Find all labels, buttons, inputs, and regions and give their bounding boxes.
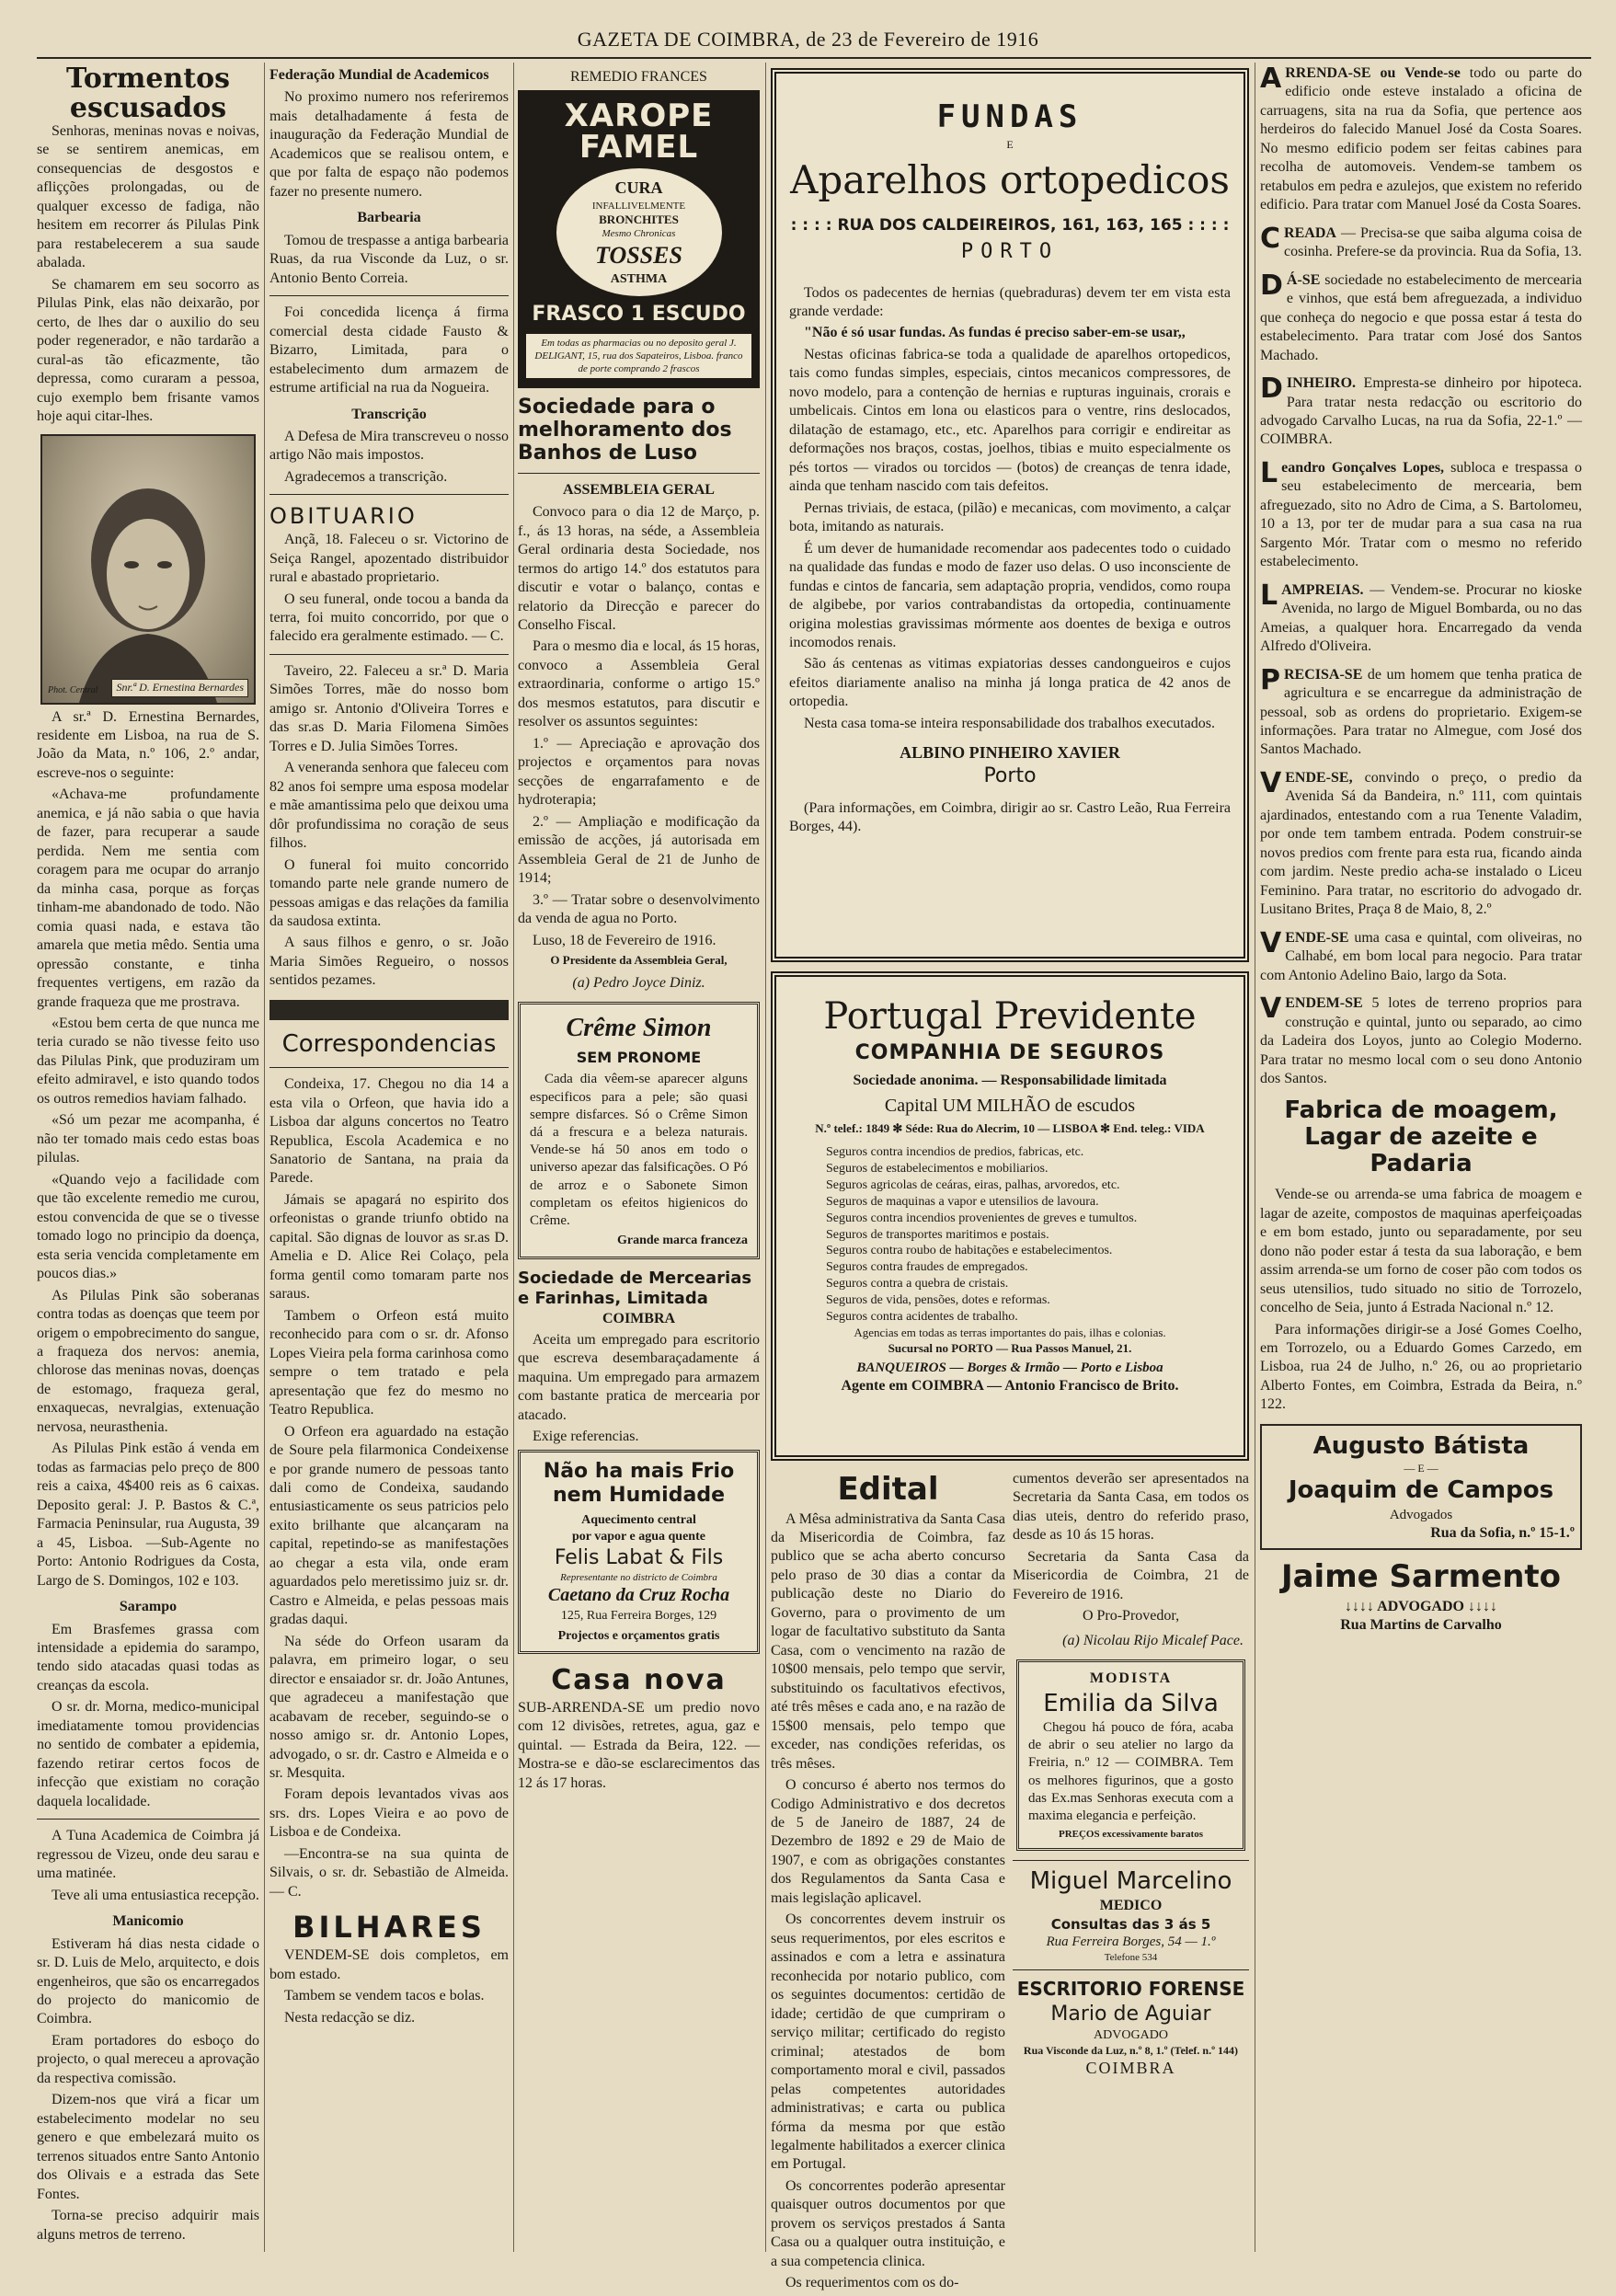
section-title: Federação Mundial de Academicos (269, 67, 489, 83)
ad-text: Nesta casa toma-se inteira responsabilidade dos trabalhos executados. (804, 715, 1215, 731)
paragraph: A Tuna Academica de Coimbra já regressou de Vizeu, onde deu sarau e uma matinée. (37, 1828, 259, 1882)
signature: (a) Pedro Joyce Diniz. (572, 974, 705, 991)
list-item: Seguros de estabelecimentos e mobiliarios. (826, 1161, 1049, 1176)
paragraph: Torna-se preciso adquirir mais alguns metros de terreno. (37, 2208, 259, 2243)
list-item: Seguros contra acidentes de trabalho. (826, 1310, 1018, 1325)
classified-ad (1260, 994, 1582, 1088)
ad-text: Nestas oficinas fabrica-se toda a qualidade de aparelhos ortopedicos, tais como fundas simples, especiais, cintos mecanicos compressores, de novo modelo, para a contenção de hernias e rupturas inguinais, crorais e umbelicais. Cintos em lona ou elasticos para o ventre, rins deslocados, dilatação de estamago, etc., etc. Aparelhos para corrigir e endireitar as deformações nos braços, costas, joelhos, tibias e muito especialmente os pés tortos — virados ou torcidos — (botos) de creanças de tenra idade, ainda que tenham nascido com tais defeitos. (789, 346, 1231, 495)
column-rule (264, 63, 265, 2252)
ad-address: : : : : RUA DOS CALDEIREIROS, 161, 163, 165 : : : : (790, 215, 1230, 235)
escritorio-ad (1013, 1978, 1249, 2079)
section-title: ASSEMBLEIA GERAL (563, 481, 715, 498)
ad-name: Caetano da Cruz Rocha (547, 1585, 730, 1606)
ad-text: Aceita um empregado para escritorio que escreva desembaraçadamente á maquina. Um empregado para armazem com bastante pratica de mercearia por atacado. (518, 1331, 760, 1423)
ad-address: 125, Rua Ferreira Borges, 129 (560, 1608, 717, 1623)
ad-name: Augusto Bátista (1312, 1431, 1530, 1460)
paragraph: 1.º — Apreciação e aprovação dos projectos e orçamentos para novas secções de engarrafamento e de hydroterapia; (518, 735, 760, 809)
ad-name: Joaquim de Campos (1288, 1476, 1554, 1505)
ad-text: 5 lotes de terreno proprios para construção e quintal, junto ou separado, ao cimo da Ladeira dos Loyos, junto ao Colegio Moderno. Para tratar no mesmo local com o seu dono Antonio dos Santos. (1260, 995, 1583, 1086)
ad-head: RECISA-SE (1284, 666, 1363, 683)
classified-ad (1260, 224, 1582, 262)
ad-role: ADVOGADO (1094, 2028, 1168, 2043)
ad-head: INHEIRO. (1286, 375, 1357, 392)
ad-text: CURA (614, 178, 663, 198)
paragraph: A Defesa de Mira transcreveu o nosso artigo Não mais impostos. (269, 428, 509, 464)
section-title: Barbearia (357, 210, 421, 226)
section-title: Manicomio (112, 1913, 184, 1930)
ad-head: ENDE-SE, (1285, 769, 1353, 786)
ad-role: Advogados (1389, 1507, 1453, 1522)
ad-text: TOSSES (595, 242, 682, 270)
paragraph: Taveiro, 22. Faleceu a sr.ª D. Maria Simões Torres, mãe do nosso bom amigo sr. Antonio d'Oliveira Torres e das sr.as D. Maria Filomena Simões Torres e D. Julia Simões Torres. (269, 662, 509, 754)
ad-text: BRONCHITES (599, 212, 679, 226)
ad-footer: Grande marca franceza (616, 1234, 748, 1248)
ad-text: de um homem que tenha pratica de agricultura e se encarregue da administração de pessoal, sob as ordens do proprietario. Exigem-se informações. Para tratar no Almegue, com José dos Santos Machado. (1260, 666, 1582, 758)
divider (518, 473, 760, 474)
ad-text: "Não é só usar fundas. As fundas é preciso saber-em-se usar,, (804, 325, 1186, 341)
ad-role: ↓↓↓↓ ADVOGADO ↓↓↓↓ (1345, 1598, 1497, 1614)
list-item: Seguros contra fraudes de empregados. (826, 1260, 1028, 1275)
ad-circle (556, 168, 722, 296)
ad-text: FRASCO 1 ESCUDO (532, 303, 746, 327)
list-item: Seguros contra a quebra de cristais. (826, 1277, 1009, 1292)
paragraph: Os requerimentos com os do- (785, 2275, 959, 2291)
paragraph: «Quando vejo a facilidade com que tão excelente remedio me curou, estou convencida de que se o tivesse tomado logo no principio da doença, esta seria vencida completamente em poucos dias.» (37, 1171, 259, 1282)
ad-title: Sociedade de Mercearias e Farinhas, Limitada (518, 1268, 752, 1308)
column-2 (269, 64, 509, 2254)
section-title: Transcrição (351, 406, 427, 422)
ad-address: Rua da Sofia, n.º 15-1.º (1430, 1524, 1575, 1541)
ad-subtitle: Aparelhos ortopedicos (790, 156, 1230, 202)
ad-text: (Para informações, em Coimbra, dirigir ao sr. Castro Leão, Rua Ferreira Borges, 44). (789, 799, 1231, 834)
paragraph: Os concorrentes poderão apresentar quaisquer outros documentos por que provem os serviços prestados á Santa Casa ou a qualquer outra instituição, e a sua competencia clinica. (771, 2177, 1005, 2269)
paragraph: As Pilulas Pink estão á venda em todas as farmacias pelo preço de 800 reis a caixa, 4$400 reis as 6 caixas. Deposito geral: J. P. Bastos & C.ª, Farmacia Peninsular, rua Augusta, 39 a 45, Lisboa. —Sub-Agente no Porto: Antonio Rodrigues da Costa, Largo de S. Domingos, 102 e 103. (37, 1441, 259, 1589)
masthead-rule (37, 57, 1591, 59)
ad-title: Fabrica de moagem, Lagar de azeite e Padaria (1284, 1096, 1558, 1177)
ad-title: Não ha mais Frio nem Humidade (543, 1460, 735, 1507)
ad-title: Crême Simon (566, 1014, 712, 1043)
column-5 (1260, 64, 1582, 2254)
column-rule (765, 63, 766, 2252)
ad-text: E (1006, 137, 1014, 151)
ad-head: READA (1284, 224, 1336, 241)
list-item: Seguros contra incendios de predios, fabricas, etc. (826, 1145, 1084, 1160)
classified-ad (1260, 374, 1582, 450)
paragraph: Eram portadores do esboço do projecto, o qual mereceu a aprovação da respectiva comissão. (37, 2032, 259, 2086)
paragraph: Vende-se ou arrenda-se uma fabrica de moagem e lagar de azeite, compostos de maquinas aperfeiçoadas e em bom estado, junto ou separadamente, por seu dono não poder estar á testa da sua laboração, e bem assim arrenda-se um forno de coser pão com todos os seus utensilios, tudo situado no sitio de Torrozelo, concelho de Seia, junto á Estrada Nacional n.º 12. (1260, 1187, 1582, 1316)
ad-subtitle: COMPANHIA DE SEGUROS (854, 1041, 1165, 1065)
column-3 (518, 64, 760, 2254)
paragraph: Condeixa, 17. Chegou no dia 14 a esta vila o Orfeon, que havia ido a Lisboa dar alguns concertos no Teatro Republica, Escola Academica e no Sanatorio de Santana, na praia da Parede. (269, 1076, 509, 1187)
signature: (a) Nicolau Rijo Micalef Pace. (1062, 1632, 1244, 1648)
dropcap: D (1260, 269, 1283, 302)
ad-header: REMEDIO FRANCES (570, 69, 707, 85)
list-item: Seguros de vida, pensões, dotes e reformas. (826, 1293, 1050, 1308)
ad-header: MODISTA (1089, 1670, 1173, 1687)
ad-name: Miguel Marcelino (1029, 1867, 1232, 1896)
paragraph: Estiveram há dias nesta cidade o sr. D. Luis de Melo, arquitecto, e dois engenheiros, que são os encarregados do projecto do manicomio de Coimbra. (37, 1935, 259, 2027)
list-item: Seguros de transportes maritimos e postais. (826, 1227, 1049, 1242)
notice-title: Edital (837, 1471, 939, 1508)
ad-title: FUNDAS (936, 98, 1083, 135)
ad-text: É um dever de humanidade recomendar aos padecentes todo o cuidado na qualidade das fundas e modo de fazer uso delas. O uso inconsciente de fundas e cintos de fancaria, sem adaptação propria, vendidos, como roupa de algibebe, por varios contrabandistas da ortopedia, continuamente origina molestias gravissimas mórmente aos doentes de bexiga e outros incomodos renais. (789, 540, 1231, 650)
paragraph: Senhoras, meninas novas e noivas, se se sentirem anemicas, em consequencias de desgostos e afliçções prolongadas, ou de qualquer excesso de fadiga, não hesitem em recorrer ás Pilulas Pink para restabelecerem a sua saude abalada. (37, 123, 259, 271)
ad-text: sociedade no estabelecimento de mercearia e vinhos, que está bem afreguezada, a individuo que conheça do negocio e que possa estar á testa do estabelecimento. Para tratar com José dos Santos Machado. (1260, 271, 1583, 363)
advogados-ad (1260, 1424, 1582, 1551)
ad-head: eandro Gonçalves Lopes, (1281, 459, 1445, 476)
paragraph: Ançã, 18. Faleceu o sr. Victorino de Seiça Rangel, apozentado distribuidor rural e abastado proprietario. (269, 532, 509, 586)
medico-ad (1013, 1860, 1249, 1970)
portrait-caption: Snr.ª D. Ernestina Bernardes (111, 679, 248, 696)
ad-text: subloca e trespassa o seu estabelecimento de mercearia, bem afreguezado, sito no Adro de Cima, a S. Bartolomeu, 10 a 13, por ter de mudar para a sua casa na rua Sargento Mór. Tratar com o mesmo no referido estabelecimento. (1260, 459, 1583, 570)
edital-and-ads (771, 1470, 1249, 2291)
ad-text: Capital UM MILHÃO de escudos (884, 1095, 1136, 1116)
section-title: Sarampo (119, 1599, 178, 1615)
paragraph: Tambem se vendem tacos e bolas. (284, 1988, 485, 2004)
dropcap: L (1260, 456, 1278, 489)
paragraph: Na séde do Orfeon usaram da palavra, em primeiro logar, o seu director e ensaiador sr. dr. João Antunes, que agradeceu a manifestação que acabavam de receber, seguindo-se o nosso amigo sr. dr. Antonio Lopes, advogado, o sr. dr. Castro e Almeida e o sr. Mesquita. (269, 1633, 509, 1782)
classified-ad (1260, 271, 1582, 365)
ad-text: convindo o preço, o predio da Avenida Sá da Bandeira, n.º 111, com quintais ajardinados, entestando com a rua Tenente Valadim, por onde tem tambem entrada. Podem construir-se novos predios com frente para esta rua, ficando ainda com jardim. Neste predio acha-se instalado o Liceu Feminino. Para tratar, no escritorio do advogado dr. Lusitano Brites, Praça 8 de Maio, 8, 2.º (1260, 769, 1582, 918)
ad-text: ASTHMA (610, 271, 668, 286)
section-title: Correspondencias (281, 1029, 497, 1058)
divider (37, 1819, 259, 1820)
column-4 (771, 64, 1249, 2291)
ad-text: Aquecimento central (581, 1513, 696, 1528)
paragraph: A saus filhos e genro, o sr. João Maria Simões Regueiro, o nossos sentidos pezames. (269, 935, 509, 989)
dropcap: L (1260, 579, 1278, 612)
xarope-famel-ad (518, 90, 760, 387)
paragraph: No proximo numero nos referiremos mais detalhadamente á festa de inauguração da Federação Mundial de Academicos que se realisou ontem, e que por falta de espaço não podemos fazer no presente numero. (269, 89, 509, 200)
paragraph: O seu funeral, onde tocou a banda da terra, foi muito concorrido, por que o falecido era geralmente estimado. — C. (269, 591, 509, 645)
classified-ad (1260, 456, 1583, 572)
paragraph: O funeral foi muito concorrido tomando parte nele grande numero de pessoas amigas e das relações da familia da saudosa extinta. (269, 856, 509, 929)
classified-ad (1260, 663, 1582, 760)
paragraph: Luso, 18 de Fevereiro de 1916. (533, 932, 716, 948)
ad-text: N.º telef.: 1849 ✻ Séde: Rua do Alecrim, 10 — LISBOA ✻ End. teleg.: VIDA (815, 1121, 1205, 1136)
creme-simon-ad (518, 1002, 760, 1259)
ad-text: Representante no districto de Coimbra (560, 1572, 717, 1583)
ad-text: Agente em COIMBRA — Antonio Francisco de Brito. (841, 1378, 1179, 1395)
paragraph: Para informações dirigir-se a José Gomes Coelho, em Torrozelo, ou a Eduardo Gomes Carzedo, em Lisboa, rua 24 de Julho, n.º 26, ou ao proprietario Alberto Fontes, em Coimbra, Estrada da Beira, n.º 122. (1260, 1321, 1582, 1413)
classified-ad (1260, 581, 1582, 657)
ad-text: São ás centenas as vitimas expiatorias desses candongueiros e cujos efeitos diariamente analiso na minha já longa pratica de 42 anos de ortopedia. (789, 656, 1231, 710)
ad-name: ALBINO PINHEIRO XAVIER (900, 743, 1120, 763)
paragraph: Se chamarem em seu socorro as Pilulas Pink, elas não deixarão, por certo, de lhes dar o auxilio do seu poder regenerador, e não tardarão a cural-as tão eficazmente, tão depressa, como curaram a pessoa, cujo exemplo bem frisante vamos hoje aqui citar-lhes. (37, 276, 259, 425)
ad-title: BILHARES (292, 1910, 486, 1946)
classified-ad (1260, 766, 1582, 920)
ad-text: Exige referencias. (533, 1428, 639, 1444)
ad-head: RRENDA-SE ou Vende-se (1285, 65, 1461, 81)
ad-text: por vapor e agua quente (572, 1529, 705, 1544)
paragraph: A sr.ª D. Ernestina Bernardes, residente em Lisboa, na rua de S. João da Mata, n.º 106, 2.º andar, escreve-nos o seguinte: (37, 708, 259, 781)
ad-role: MEDICO (1099, 1898, 1163, 1914)
portrait-photo (40, 434, 256, 705)
ad-text: todo ou parte do edificio onde esteve instalado a oficina de carruagens, sita na rua da Sofia, que pertence aos herdeiros do falecido Manuel José da Costa Soares. No mesmo edificio podem ser feitas cabines para recolha de automoveis. Vendem-se tambem os retabulos em pedra e azulejos, que existem no referido edificio. Para tratar com Manuel José da Costa Soares. (1260, 65, 1583, 213)
ad-city: Porto (983, 764, 1037, 788)
edital-right (1013, 1470, 1249, 2079)
list-item: Seguros contra roubo de habitações e estabelecimentos. (826, 1244, 1113, 1258)
ad-text: SUB-ARRENDA-SE um predio novo com 12 divisões, retretes, agua, gaz e quintal. — Estrada da Beira, 122. — Mostra-se e dão-se esclarecimentos das 12 ás 17 horas. (518, 1699, 760, 1791)
ad-address: Rua Visconde da Luz, n.º 8, 1.º (Telef. n.º 144) (1023, 2044, 1239, 2057)
paragraph: —Encontra-se na sua quinta de Silvais, o sr. dr. Sebastião de Almeida. — C. (269, 1845, 509, 1900)
ad-text: Cada dia vêem-se aparecer alguns especificos para a pele; são quasi sempre disfarces. Só o Crême Simon dá a frescura e a beleza naturais. Vende-se há 50 anos em todo o universo apezar das falsificações. O Pó de arroz e o Sabonete Simon completam os efeitos higienicos do Crême. (530, 1072, 748, 1228)
jaime-sarmento-ad (1260, 1557, 1582, 1635)
ad-head: Á-SE (1286, 271, 1321, 288)
paragraph: cumentos deverão ser apresentados na Secretaria da Santa Casa, em todos os dias uteis, dentro do referido praso, desde as 10 ás 15 horas. (1013, 1471, 1249, 1544)
paragraph: Foram depois levantados vivas aos srs. drs. Lopes Vieira e ao povo de Lisboa e de Condeixa. (269, 1786, 509, 1841)
ad-text: Mesmo Chronicas (602, 228, 676, 240)
ad-text: — E — (1404, 1462, 1438, 1475)
paragraph: «Só um pezar me acompanha, é não ter tomado mais cedo estas boas pilulas. (37, 1112, 259, 1166)
paragraph: Convoco para o dia 12 de Março, p. f., ás 13 horas, na séde, a Assembleia Geral ordinaria desta Sociedade, nos termos do artigo 14.º dos estatutos para discutir e votar o balanço, contas e relatorio da Direcção e parecer do Conselho Fiscal. (518, 504, 760, 634)
ad-text: Pernas triviais, de estaca, (pilão) e mecanicas, com movimento, a calçar bota, imitando as naturais. (789, 499, 1231, 535)
ad-head: ENDE-SE (1285, 929, 1349, 946)
paragraph: Jámais se apagará no espirito dos orfeonistas o grande triunfo obtido na capital. São dignas de louvor as sr.as D. Amelia e D. Alice Rei Colaço, pela forma gentil como tomaram parte nos saraus. (269, 1191, 509, 1303)
paragraph: Para o mesmo dia e local, ás 15 horas, convoco a Assembleia Geral extraordinaria, conforme o artigo 15.º dos mesmos estatutos, para discutir e resolver os assuntos seguintes: (518, 638, 760, 730)
masthead: GAZETA DE COIMBRA, de 23 de Fevereiro de 1916 (577, 28, 1039, 51)
ad-name: Mario de Aguiar (1050, 2002, 1211, 2026)
classified-ad (1260, 64, 1582, 215)
ad-subtitle: SEM PRONOME (576, 1048, 702, 1066)
ad-text: Sucursal no PORTO — Rua Passos Manuel, 21. (888, 1340, 1132, 1355)
paragraph: O sr. dr. Morna, medico-municipal imediatamente tomou providencias no sentido de combater a epidemia, fazendo retirar certos focos de infecção que existiam no coração daquela localidade. (37, 1699, 259, 1809)
dropcap: V (1260, 766, 1282, 799)
ad-title: ESCRITORIO FORENSE (1016, 1978, 1245, 2001)
ad-text: — Precisa-se que saiba alguma coisa de cosinha. Prefere-se da provincia. Rua da Sofia, 13. (1284, 224, 1583, 260)
ad-text: BANQUEIROS — Borges & Irmão — Porto e Lisboa (856, 1360, 1163, 1376)
dropcap: C (1260, 222, 1281, 255)
paragraph: O concurso é aberto nos termos do Codigo Administrativo e dos decretos de 5 de Janeiro de 1887, 24 de Dezembro de 1892 e 29 de Maio de 1907, e com as obrigações constantes dos Regulamentos da Santa Casa e mais legislação aplicavel. (771, 1777, 1005, 1906)
divider (269, 1067, 509, 1068)
paragraph: Em Brasfemes grassa com intensidade a epidemia do sarampo, tendo sido atacadas quasi todas as creanças da escola. (37, 1621, 259, 1693)
classified-ad (1260, 926, 1583, 985)
ad-brand: Felis Labat & Fils (554, 1545, 724, 1569)
ad-footer: PREÇOS excessivamente baratos (1058, 1829, 1204, 1841)
section-title: OBITUARIO (269, 503, 418, 530)
ad-title: Portugal Previdente (823, 995, 1197, 1038)
paragraph: Nesta redacção se diz. (284, 2009, 416, 2026)
aquecimento-ad (518, 1450, 760, 1654)
ad-phone: Telefone 534 (1104, 1952, 1158, 1964)
paragraph: A Mêsa administrativa da Santa Casa da Misericordia de Coimbra, faz publico que se acha aberto concurso pelo praso de 30 dias a contar da publicação deste no Diario do Governo, para o provimento de um logar de facultativo substituto da Santa Casa, com o vencimento na razão de 10$00 mensais, pelo tempo que servir, substituindo os facultativos efectivos, até três mêses e cada ano, e na razão de 15$00 mensais, pelo tempo que exceder, nas condições referidas, os três mêses. (771, 1510, 1005, 1772)
divider (269, 295, 509, 296)
ad-address: Rua Martins de Carvalho (1340, 1617, 1502, 1634)
edital-left (771, 1470, 1005, 2296)
paragraph: O Orfeon era aguardado na estação de Soure pela filarmonica Condeixense e por grande numero de pessoas tanto dali como de Condeixa, saudando entusiasticamente os seus patricios pelo exito brilhante que alcançaram na capital, repetindo-se as manifestações ao chegar a esta vila, onde eram aguardados pelo meretissimo juiz sr. dr. Castro e Almeida, e pelas pessoas mais gradas daqui. (269, 1423, 509, 1628)
ad-name: Emilia da Silva (1043, 1689, 1219, 1717)
ad-text: uma casa e quintal, com oliveiras, no Calhabé, em bom local para negocio. Para tratar com Antonio Adelino Baio, largo da Sota. (1260, 929, 1583, 983)
paragraph: 3.º — Tratar sobre o desenvolvimento da venda de agua no Porto. (518, 891, 760, 927)
paragraph: 2.º — Ampliação e modificação da emissão de acções, já autorisada em Assembleia Geral de 21 de Junho de 1914; (518, 813, 760, 887)
ad-name: Jaime Sarmento (1280, 1558, 1562, 1596)
paragraph: A veneranda senhora que faleceu com 82 anos foi sempre uma esposa modelar e mãe amantissima pelo que deixou uma dôr profundissima no coração de seus filhos. (269, 760, 509, 852)
list-item: Seguros agricolas de ceáras, eiras, palhas, arvoredos, etc. (826, 1177, 1120, 1192)
modista-ad (1016, 1659, 1245, 1851)
ad-head: AMPREIAS. (1281, 581, 1364, 598)
ad-hours: Consultas das 3 ás 5 (1050, 1915, 1211, 1933)
ad-text: Sociedade anonima. — Responsabilidade limitada (853, 1073, 1167, 1089)
paragraph: «Estou bem certa de que nunca me teria curado se não tivesse feito uso das Pilulas Pink, que produziram um efeito admiravel, e isto quando todos os outros remedios haviam falhado. (37, 1016, 259, 1107)
ad-head: ENDEM-SE (1285, 995, 1363, 1012)
dropcap: D (1260, 373, 1283, 406)
paragraph: Secretaria da Santa Casa da Misericordia de Coimbra, 21 de Fevereiro de 1916. (1013, 1548, 1249, 1602)
paragraph: Tomou de trespasse a antiga barbearia Ruas, da rua Visconde da Luz, o sr. Antonio Bento Correia. (269, 232, 509, 286)
ad-footer: Projectos e orçamentos gratis (557, 1628, 720, 1643)
ad-city: COIMBRA (602, 1311, 676, 1327)
ad-city: PORTO (960, 240, 1060, 264)
insurance-list (789, 1144, 1231, 1326)
column-1 (37, 64, 259, 2254)
signature-role: O Presidente da Assembleia Geral, (550, 952, 728, 967)
ad-address: Rua Ferreira Borges, 54 — 1.º (1046, 1934, 1216, 1950)
paragraph: Teve ali uma entusiastica recepção. (52, 1887, 259, 1903)
dropcap: V (1260, 926, 1282, 959)
dropcap: P (1260, 663, 1280, 696)
ad-text: Chegou há pouco de fóra, acaba de abrir o seu atelier no largo da Freiria, n.º 12 — COIMBRA. Tem os melhores figurinos, que a gosto das Ex.mas Senhoras executa com a maxima elegancia e perfeição. (1028, 1719, 1233, 1823)
photo-credit: Phot. Central (48, 684, 98, 695)
ad-city: COIMBRA (1085, 2059, 1176, 2078)
paragraph: Foi concedida licença á firma comercial desta cidade Fausto & Bizarro, Limitada, para o estabelecimento dum armazem de estrume artificial na rua da Nogueira. (269, 304, 509, 396)
divider (269, 654, 509, 655)
dropcap: V (1260, 993, 1282, 1026)
ad-text: Agencias em todas as terras importantes do pais, ilhas e colonias. (854, 1326, 1166, 1339)
ad-text: Empresta-se dinheiro por hipoteca. Para tratar nesta redacção ou escritorio do advogado Carvalho Lucas, na rua da Sofia, 22-1.º — COIMBRA. (1260, 375, 1583, 448)
paragraph: VENDEM-SE dois completos, em bom estado. (269, 1947, 509, 1982)
notice-title: Sociedade para o melhoramento dos Banhos de Luso (518, 395, 732, 465)
signature-role: O Pro-Provedor, (1082, 1608, 1180, 1624)
ad-footer: Em todas as pharmacias ou no deposito geral J. DELIGANT, 15, rua dos Sapateiros, Lisboa. franco de porte comprando 2 frascos (526, 334, 751, 378)
paragraph: Agradecemos a transcrição. (284, 468, 448, 485)
ad-text: Todos os padecentes de hernias (quebraduras) devem ter em vista esta grande verdade: (789, 284, 1231, 319)
list-item: Seguros de maquinas a vapor e utensilios de lavoura. (826, 1194, 1099, 1209)
paragraph: «Achava-me profundamente anemica, e já não sabia o que havia de fazer, para recuperar a saude perdida. Nem me sentia com coragem para me ocupar do arranjo da minha casa, porque as forças tinham-me abandonado de todo. Não comia quasi nada, e estava tão amarela que metia mêdo. Sentia uma opressão constante, e tinha frequentes vertigens, em razão da grande fraqueza que me prostrava. (37, 786, 259, 1010)
ad-text: INFALLIVELMENTE (591, 200, 686, 212)
ad-title: Casa nova (551, 1664, 727, 1697)
fundas-ad (771, 68, 1249, 962)
paragraph: Os concorrentes devem instruir os seus requerimentos, por eles escritos e assinados e com a letra e assinatura reconhecida por notario publico, com os seguintes documentos: certidão de idade; certidão de que cumpriram o serviço militar; certificado do registo criminal; atestados de bom comportamento moral e civil, passados pelas competentes autoridades administrativas; e carta ou publica fórma da mesma por que estão legalmente habilitados a exercer clinica em Portugal. (771, 1911, 1005, 2173)
paragraph: As Pilulas Pink são soberanas contra todas as doenças que teem por origem o empobrecimento do sangue, a fraqueza dos nervos: anemia, chlorose das meninas novas, doenças de estomago, fraqueza geral, enxaquecas, nevralgias, extenuação nervosa, neurasthenia. (37, 1287, 259, 1435)
ad-title: XAROPE FAMEL (564, 98, 714, 166)
list-item: Seguros contra incendios provenientes de greves e tumultos. (826, 1211, 1138, 1225)
decorative-bar (269, 1000, 509, 1020)
paragraph: Tambem o Orfeon está muito reconhecido para com o sr. dr. Afonso Lopes Vieira pela forma carinhosa como sempre o tem tratado e pela apresentação que fez do mesmo no Teatro Republica. (269, 1307, 509, 1418)
paragraph: Dizem-nos que virá a ficar um estabelecimento modelar no seu genero e que embelezará muito os terrenos situados entre Santo Antonio dos Olivais e a estrada das Sete Fontes. (37, 2092, 259, 2202)
woman-portrait-illustration (42, 436, 254, 703)
dropcap: A (1260, 63, 1282, 95)
portugal-previdente-ad (771, 971, 1249, 1461)
divider (269, 494, 509, 495)
article-title: Tormentos escusados (65, 63, 231, 124)
column-rule (513, 63, 514, 2252)
ad-text: — Vendem-se. Procurar no kioske Avenida, no largo de Miguel Bombarda, ou no das Ameias, a qualquer hora. Encarregado da venda Alfredo d'Oliveira. (1260, 581, 1583, 655)
